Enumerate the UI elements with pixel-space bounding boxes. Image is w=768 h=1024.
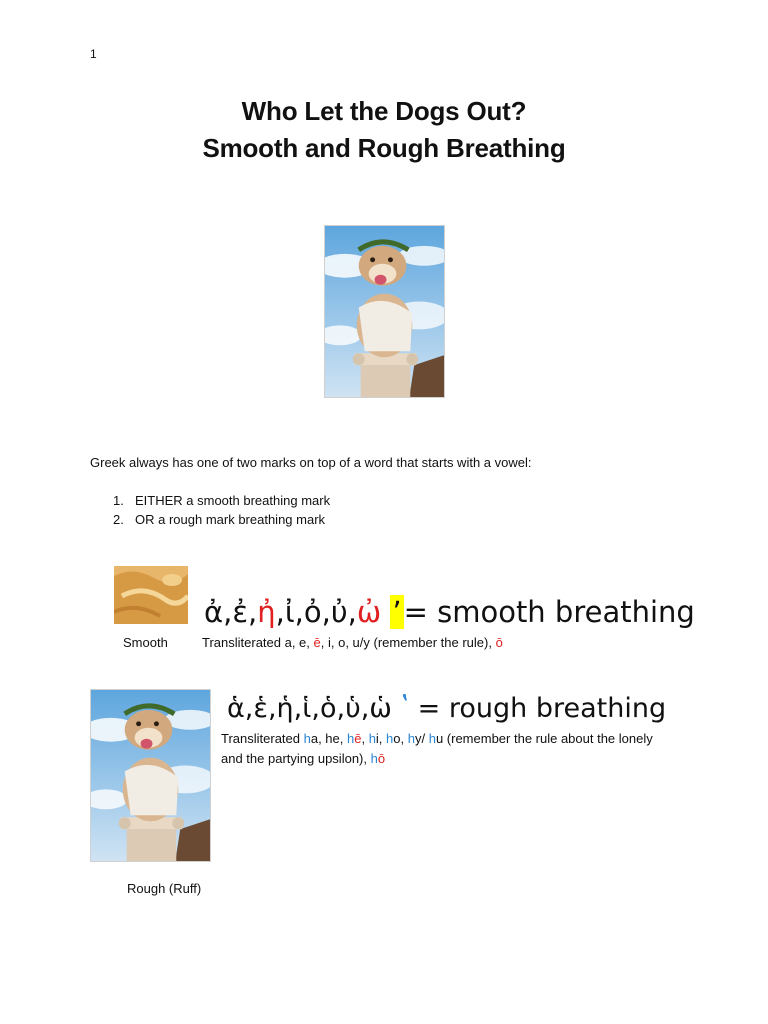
- smooth-breathing-label: = smooth breathing: [403, 595, 695, 629]
- rough-mark-blue: ʽ: [400, 693, 410, 724]
- translit-h: h: [303, 731, 311, 746]
- list-text: EITHER a smooth breathing mark: [135, 493, 331, 508]
- list-number: 2.: [113, 512, 124, 527]
- highlighted-smooth-mark: ’: [392, 595, 402, 629]
- list-text: OR a rough mark breathing mark: [135, 512, 326, 527]
- translit-h: h: [407, 731, 415, 746]
- translit-text: ,: [361, 731, 369, 746]
- translit-red: ē: [354, 731, 362, 746]
- translit-text: a, he,: [310, 731, 347, 746]
- greek-text: ἀ,ἐ,: [204, 595, 258, 629]
- translit-text: , i, o, u/y (remember the rule),: [320, 635, 496, 650]
- rough-caption: Rough (Ruff): [127, 881, 202, 896]
- rough-breathing-label: = rough breathing: [409, 693, 667, 724]
- rough-breathing-line: [227, 690, 666, 728]
- greek-space: [381, 595, 390, 629]
- translit-h: h: [346, 731, 355, 746]
- translit-text: Transliterated: [221, 731, 304, 746]
- bulldog-image: [324, 225, 445, 398]
- smooth-transliteration: [202, 635, 503, 650]
- page-number: 1: [90, 47, 97, 61]
- bulldog-image-rough: [90, 689, 211, 862]
- smooth-breathing-line: [204, 592, 695, 632]
- greek-text: ,ἰ,ὀ,ὐ,: [275, 595, 357, 629]
- translit-text: y/: [414, 731, 429, 746]
- list-item: [113, 493, 330, 508]
- list-number: 1.: [113, 493, 124, 508]
- page-title: Who Let the Dogs Out?: [241, 96, 527, 126]
- translit-red: ō: [377, 751, 386, 766]
- translit-red: ō: [495, 635, 503, 650]
- page-subtitle: Smooth and Rough Breathing: [202, 133, 566, 163]
- translit-text: i,: [375, 731, 387, 746]
- translit-text: u (remember the rule about the lonely and the partying upsilon),: [221, 731, 653, 766]
- translit-h: h: [386, 731, 394, 746]
- intro-text: Greek always has one of two marks on top of a word that starts with a vowel:: [90, 455, 532, 470]
- greek-text: ἁ,ἑ,ἡ,ἱ,ὁ,ὑ,ὡ: [227, 693, 401, 724]
- translit-text: o,: [393, 731, 408, 746]
- translit-h: h: [428, 731, 436, 746]
- translit-text: Transliterated a, e,: [202, 635, 314, 650]
- greek-text-red: ὠ: [356, 595, 382, 629]
- smooth-caption: Smooth: [123, 635, 168, 650]
- translit-h: h: [370, 751, 378, 766]
- list-item: [113, 512, 325, 527]
- greek-text-red: ἠ: [257, 595, 276, 629]
- translit-red: ē: [313, 635, 321, 650]
- peanut-butter-image: [114, 566, 188, 624]
- rough-transliteration: [221, 729, 671, 769]
- translit-h: h: [368, 731, 376, 746]
